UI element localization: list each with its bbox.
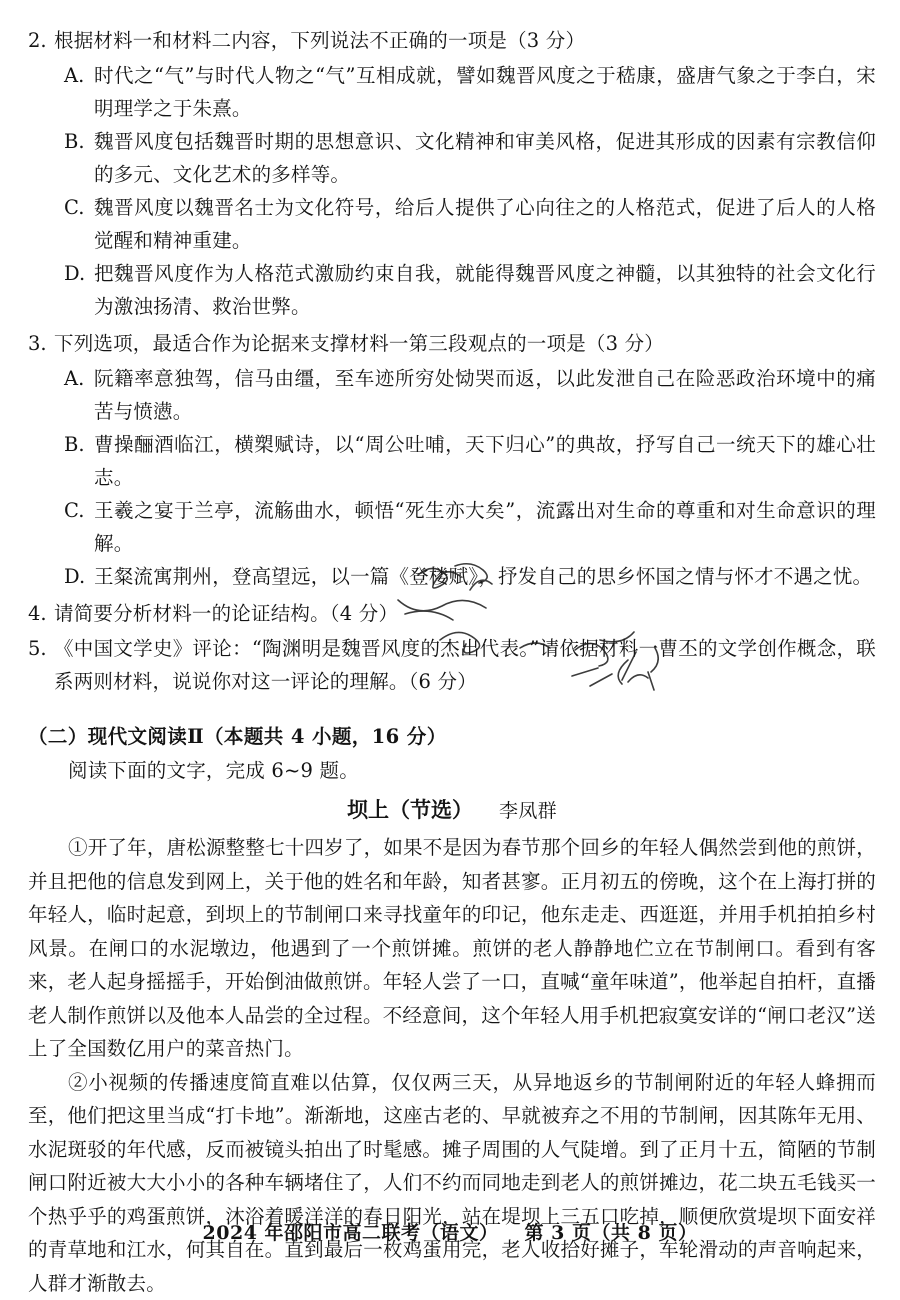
question-5-stem: 《中国文学史》评论：“陶渊明是魏晋风度的杰出代表。”请依据材料一曹丕的文学创作概念，联系两则材料，说说你对这一评论的理解。（6 分） xyxy=(54,632,876,698)
question-4 xyxy=(28,597,876,630)
passage-paragraph-2: ②小视频的传播速度简直难以估算，仅仅两三天，从异地返乡的节制闸附近的年轻人蜂拥而至，他们把这里当成“打卡地”。渐渐地，这座古老的、早就被弃之不用的节制闸，因其陈年无用、水泥斑驳的年代感，反而被镜头拍出了时髦感。摊子周围的人气陡增。到了正月十五，简陋的节制闸口附近被大大小小的各种车辆堵住了，人们不约而同地走到老人的煎饼摊边，花二块五毛钱买一个热乎乎的鸡蛋煎饼，沐浴着暖洋洋的春日阳光，站在堤坝上三五口吃掉，顺便欣赏堤坝下面安祥的青草地和江水，何其自在。直到最后一枚鸡蛋用完，老人收拾好摊子，车轮滑动的声音响起来，人群才渐散去。 xyxy=(28,1066,876,1300)
option-letter: B. xyxy=(64,428,94,461)
footer-exam-title: 2024 年邵阳市高二联考（语文） xyxy=(203,1222,499,1244)
question-3-option-b[interactable] xyxy=(64,428,876,494)
question-5-number: 5. xyxy=(28,632,54,665)
option-letter: B. xyxy=(64,125,94,158)
question-2-option-b[interactable] xyxy=(64,125,876,191)
footer-page-label: 第 3 页（共 8 页） xyxy=(525,1222,698,1244)
option-text: 王粲流寓荆州，登高望远，以一篇《登楼赋》，抒发自己的思乡怀国之情与怀才不遇之忧。 xyxy=(94,560,876,593)
section-two-instruction: 阅读下面的文字，完成 6~9 题。 xyxy=(28,754,876,788)
option-letter: C. xyxy=(64,494,94,527)
option-letter: D. xyxy=(64,560,94,593)
option-text: 王羲之宴于兰亭，流觞曲水，顿悟“死生亦大矣”，流露出对生命的尊重和对生命意识的理解。 xyxy=(94,494,876,560)
question-4-stem: 请简要分析材料一的论证结构。（4 分） xyxy=(54,597,876,630)
question-2-stem: 根据材料一和材料二内容，下列说法不正确的一项是（3 分） xyxy=(54,24,876,57)
question-3-option-d[interactable] xyxy=(64,560,876,593)
question-4-number: 4. xyxy=(28,597,54,630)
option-text: 时代之“气”与时代人物之“气”互相成就，譬如魏晋风度之于嵇康，盛唐气象之于李白，宋明理学之于朱熹。 xyxy=(94,59,876,125)
option-letter: D. xyxy=(64,257,94,290)
option-letter: A. xyxy=(64,362,94,395)
question-3-option-c[interactable] xyxy=(64,494,876,560)
option-letter: A. xyxy=(64,59,94,92)
passage-title: 坝上（节选） xyxy=(347,797,473,822)
option-letter: C. xyxy=(64,191,94,224)
question-5 xyxy=(28,632,876,698)
section-two-heading: （二）现代文阅读Ⅱ（本题共 4 小题，16 分） xyxy=(28,720,876,754)
question-2-option-a[interactable] xyxy=(64,59,876,125)
question-2-option-c[interactable] xyxy=(64,191,876,257)
page-footer xyxy=(0,1218,900,1245)
question-2-number: 2. xyxy=(28,24,54,57)
option-text: 魏晋风度以魏晋名士为文化符号，给后人提供了心向往之的人格范式，促进了后人的人格觉醒和精神重建。 xyxy=(94,191,876,257)
question-3 xyxy=(28,327,876,360)
page-content xyxy=(28,24,876,1300)
option-text: 魏晋风度包括魏晋时期的思想意识、文化精神和审美风格，促进其形成的因素有宗教信仰的多元、文化艺术的多样等。 xyxy=(94,125,876,191)
option-text: 阮籍率意独驾，信马由缰，至车迹所穷处恸哭而返，以此发泄自己在险恶政治环境中的痛苦与愤懑。 xyxy=(94,362,876,428)
question-2 xyxy=(28,24,876,57)
question-2-option-d[interactable] xyxy=(64,257,876,323)
question-3-stem: 下列选项，最适合作为论据来支撑材料一第三段观点的一项是（3 分） xyxy=(54,327,876,360)
passage-paragraph-1: ①开了年，唐松源整整七十四岁了，如果不是因为春节那个回乡的年轻人偶然尝到他的煎饼，并且把他的信息发到网上，关于他的姓名和年龄，知者甚寥。正月初五的傍晚，这个在上海打拼的年轻人，临时起意，到坝上的节制闸口来寻找童年的印记，他东走走、西逛逛，并用手机拍拍乡村风景。在闸口的水泥墩边，他遇到了一个煎饼摊。煎饼的老人静静地伫立在节制闸口。看到有客来，老人起身摇摇手，开始倒油做煎饼。年轻人尝了一口，直喊“童年味道”，他举起自拍杆，直播老人制作煎饼以及他本人品尝的全过程。不经意间，这个年轻人用手机把寂寞安详的“闸口老汉”送上了全国数亿用户的菜音热门。 xyxy=(28,831,876,1066)
option-text: 把魏晋风度作为人格范式激励约束自我，就能得魏晋风度之神髓，以其独特的社会文化行为激浊扬清、救治世弊。 xyxy=(94,257,876,323)
option-text: 曹操酾酒临江，横槊赋诗，以“周公吐哺，天下归心”的典故，抒写自己一统天下的雄心壮志。 xyxy=(94,428,876,494)
passage-title-row xyxy=(28,792,876,829)
question-3-number: 3. xyxy=(28,327,54,360)
passage-author: 李凤群 xyxy=(499,800,557,822)
question-3-option-a[interactable] xyxy=(64,362,876,428)
